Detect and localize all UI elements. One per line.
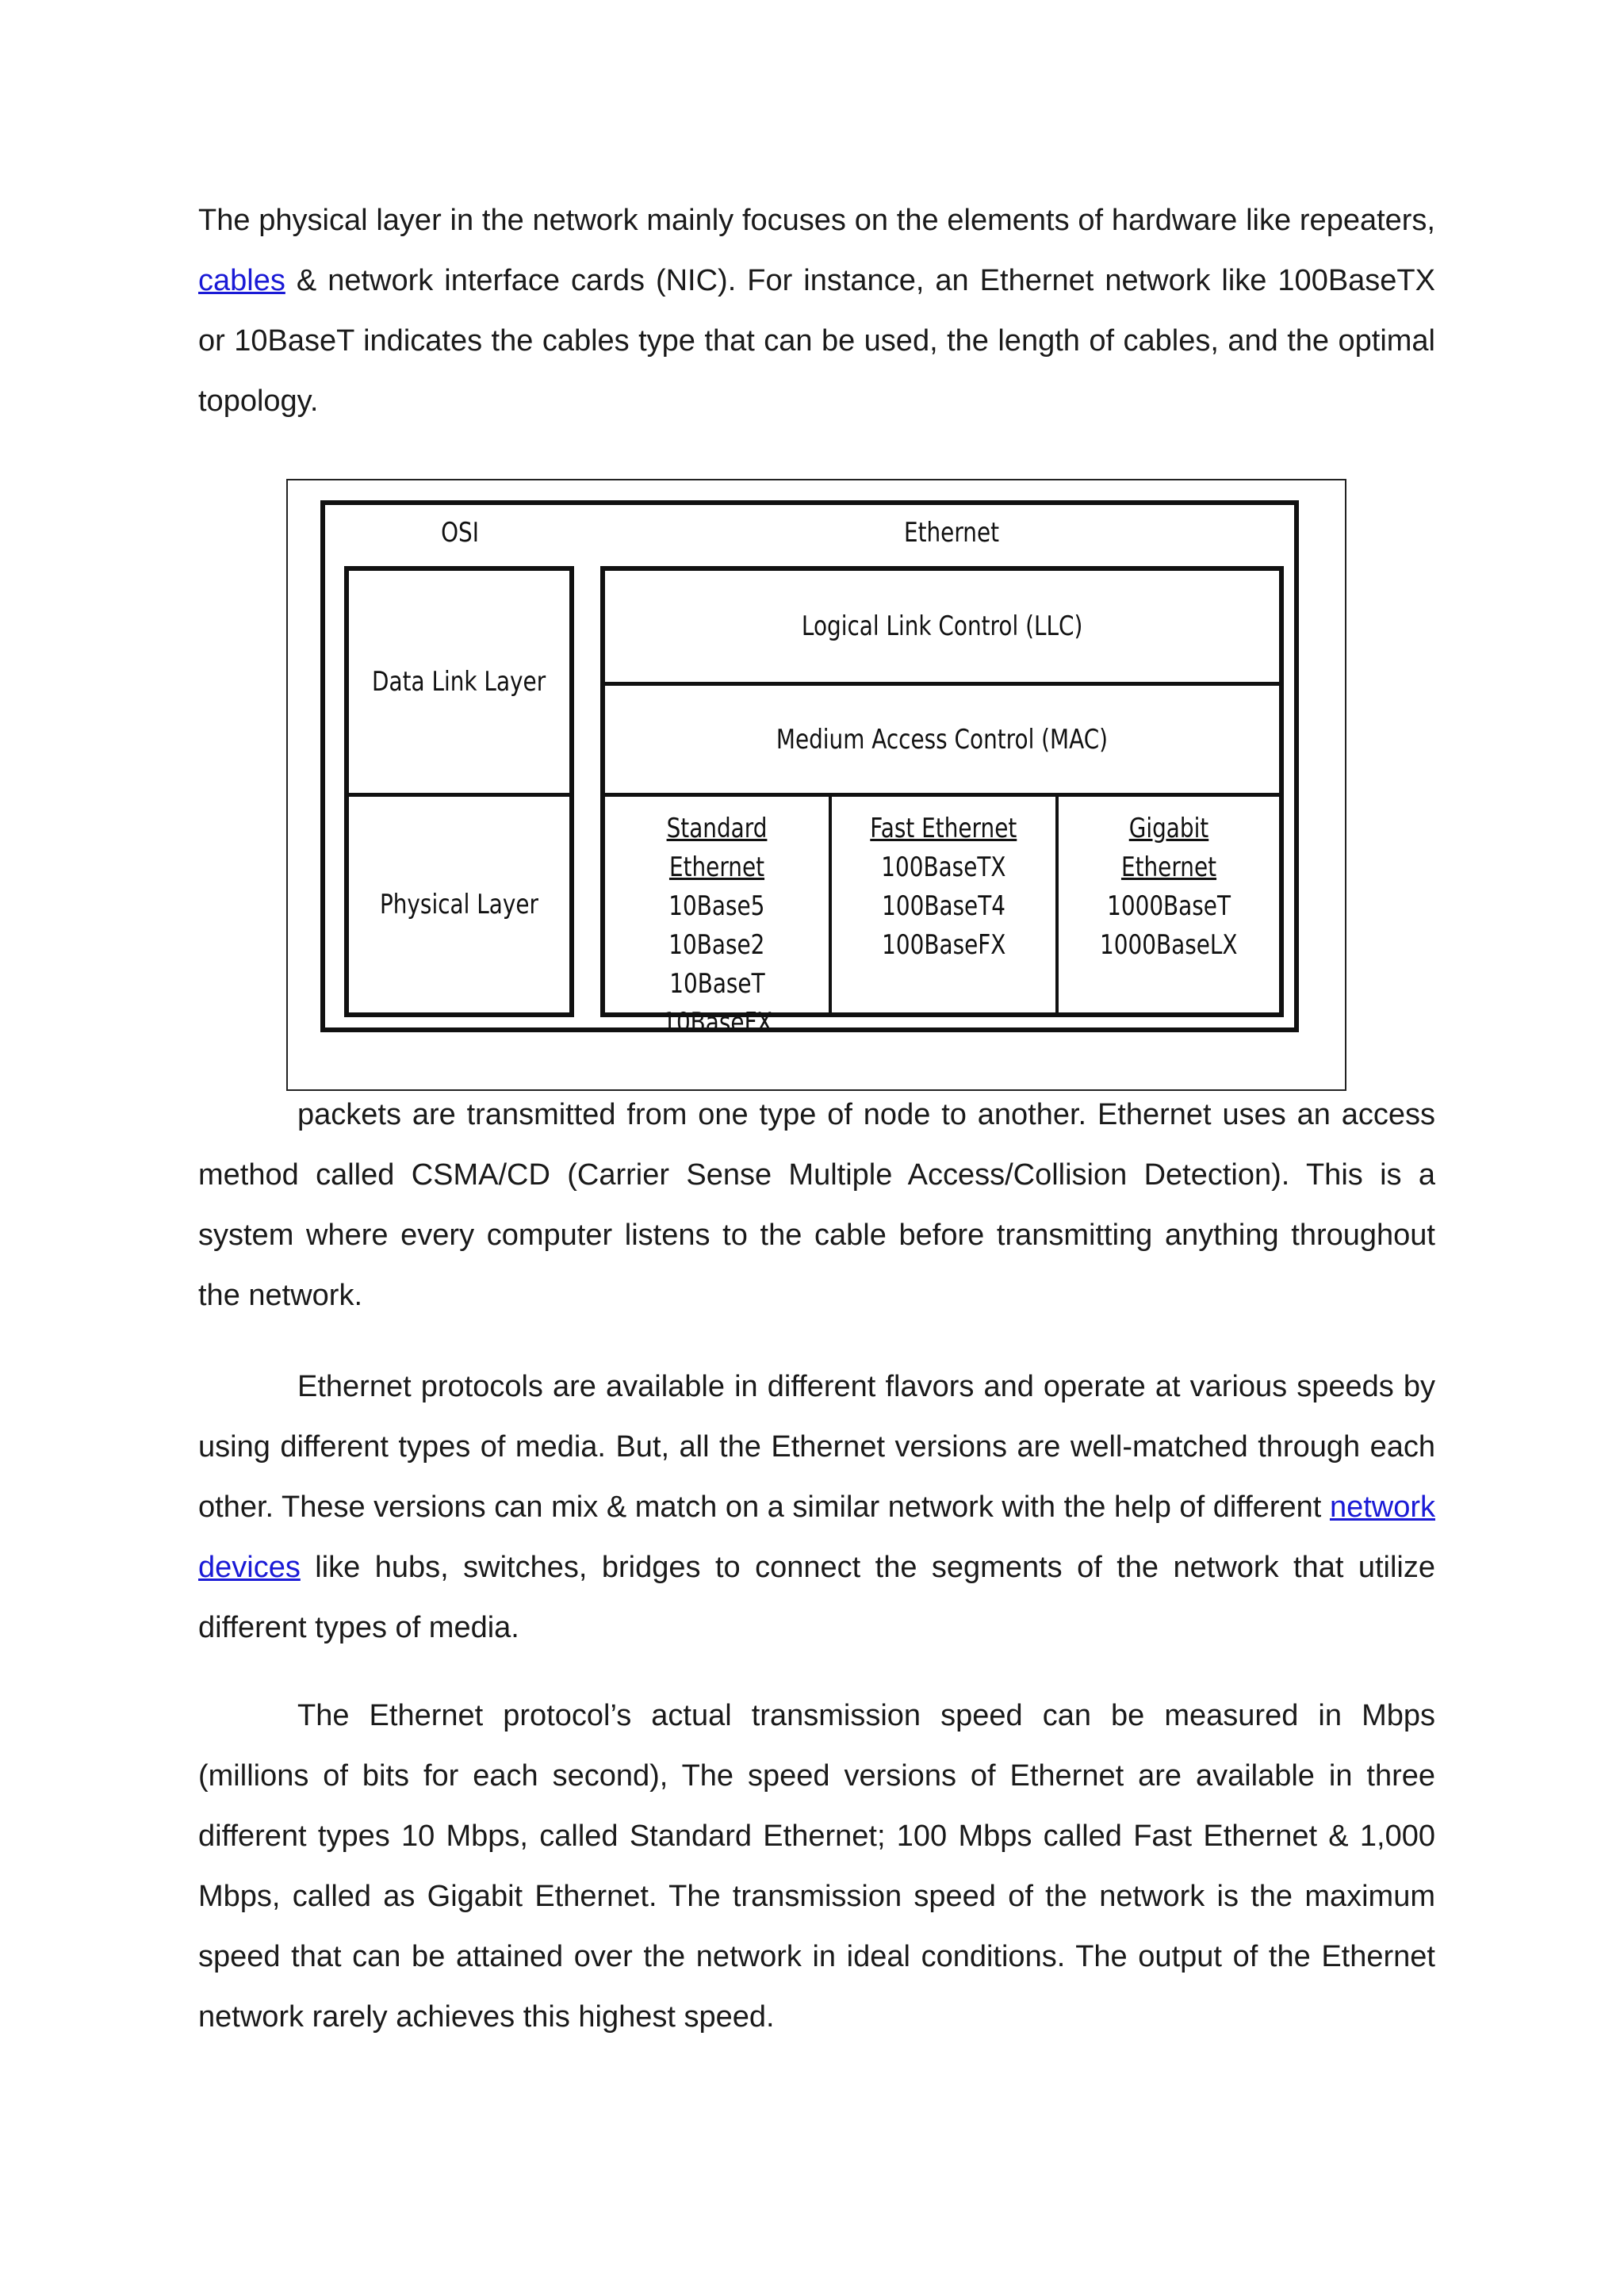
mac-cell	[605, 686, 1279, 793]
standard-ethernet-item: 10Base5	[668, 890, 765, 922]
ethernet-layers-box	[600, 566, 1284, 1039]
protocols-text-after: like hubs, switches, bridges to connect the segments of the network that utilize different types of media.	[198, 1551, 1435, 1644]
fast-ethernet-item: 100BaseT4	[882, 890, 1005, 922]
protocols-paragraph	[198, 1357, 1435, 1658]
standard-ethernet-item: 10BaseFX	[661, 1007, 772, 1039]
ethernet-types-row	[605, 797, 1279, 1039]
standard-ethernet-heading: Standard Ethernet	[666, 813, 768, 883]
gigabit-ethernet-column	[1059, 797, 1279, 965]
fast-ethernet-item: 100BaseTX	[881, 851, 1006, 883]
cables-link[interactable]: cables	[198, 264, 285, 297]
physical-layer-cell	[349, 797, 569, 1012]
intro-text-before: The physical layer in the network mainly focuses on the elements of hardware like repeaters,	[198, 204, 1435, 237]
llc-cell	[605, 571, 1279, 682]
standard-ethernet-item: 10Base2	[668, 929, 765, 961]
fast-ethernet-item: 100BaseFX	[881, 929, 1006, 961]
llc-label: Logical Link Control (LLC)	[801, 610, 1083, 642]
osi-header: OSI	[441, 517, 479, 549]
physical-layer-label: Physical Layer	[379, 889, 539, 920]
speed-paragraph: The Ethernet protocol’s actual transmission speed can be measured in Mbps (millions of bits for each second), The speed versions of Ethernet are available in three different types 10 Mbps, called Standard Ethernet; 100 Mbps called Fast Ethernet & 1,000 Mbps, called as Gigabit Ethernet. The transmission speed of the network is the maximum speed that can be attained over the network in ideal conditions. The output of the Ethernet network rarely achieves this highest speed.	[198, 1699, 1435, 2034]
standard-ethernet-column	[605, 797, 829, 1043]
standard-ethernet-item: 10BaseT	[668, 968, 765, 1000]
protocols-text-before: Ethernet protocols are available in different flavors and operate at various speeds by using different types of media. But, all the Ethernet versions are well-matched through each other. These versions can mix & match on a similar network with the help of different	[198, 1370, 1435, 1524]
osi-ethernet-diagram	[320, 500, 1299, 1039]
gigabit-ethernet-item: 1000BaseLX	[1100, 929, 1238, 961]
osi-layers-box	[344, 566, 574, 1017]
mac-label: Medium Access Control (MAC)	[776, 723, 1109, 756]
gigabit-ethernet-item: 1000BaseT	[1107, 890, 1231, 922]
network-devices-link[interactable]: network devices	[198, 1490, 1435, 1584]
csma-paragraph: packets are transmitted from one type of node to another. Ethernet uses an access method called CSMA/CD (Carrier Sense Multiple Access/Collision Detection). This is a system where every computer listens to the cable before transmitting anything throughout the network.	[198, 1098, 1435, 1312]
data-link-layer-label: Data Link Layer	[372, 666, 546, 698]
gigabit-ethernet-heading: Gigabit Ethernet	[1120, 813, 1217, 883]
intro-text-after: & network interface cards (NIC). For instance, an Ethernet network like 100BaseTX or 10BaseT indicates the cables type that can be used, the length of cables, and the optimal topology.	[198, 264, 1435, 418]
fast-ethernet-heading: Fast Ethernet	[870, 813, 1017, 844]
fast-ethernet-column	[832, 797, 1055, 965]
data-link-layer-cell	[349, 571, 569, 793]
ethernet-header: Ethernet	[903, 517, 1000, 549]
intro-paragraph	[198, 190, 1435, 431]
